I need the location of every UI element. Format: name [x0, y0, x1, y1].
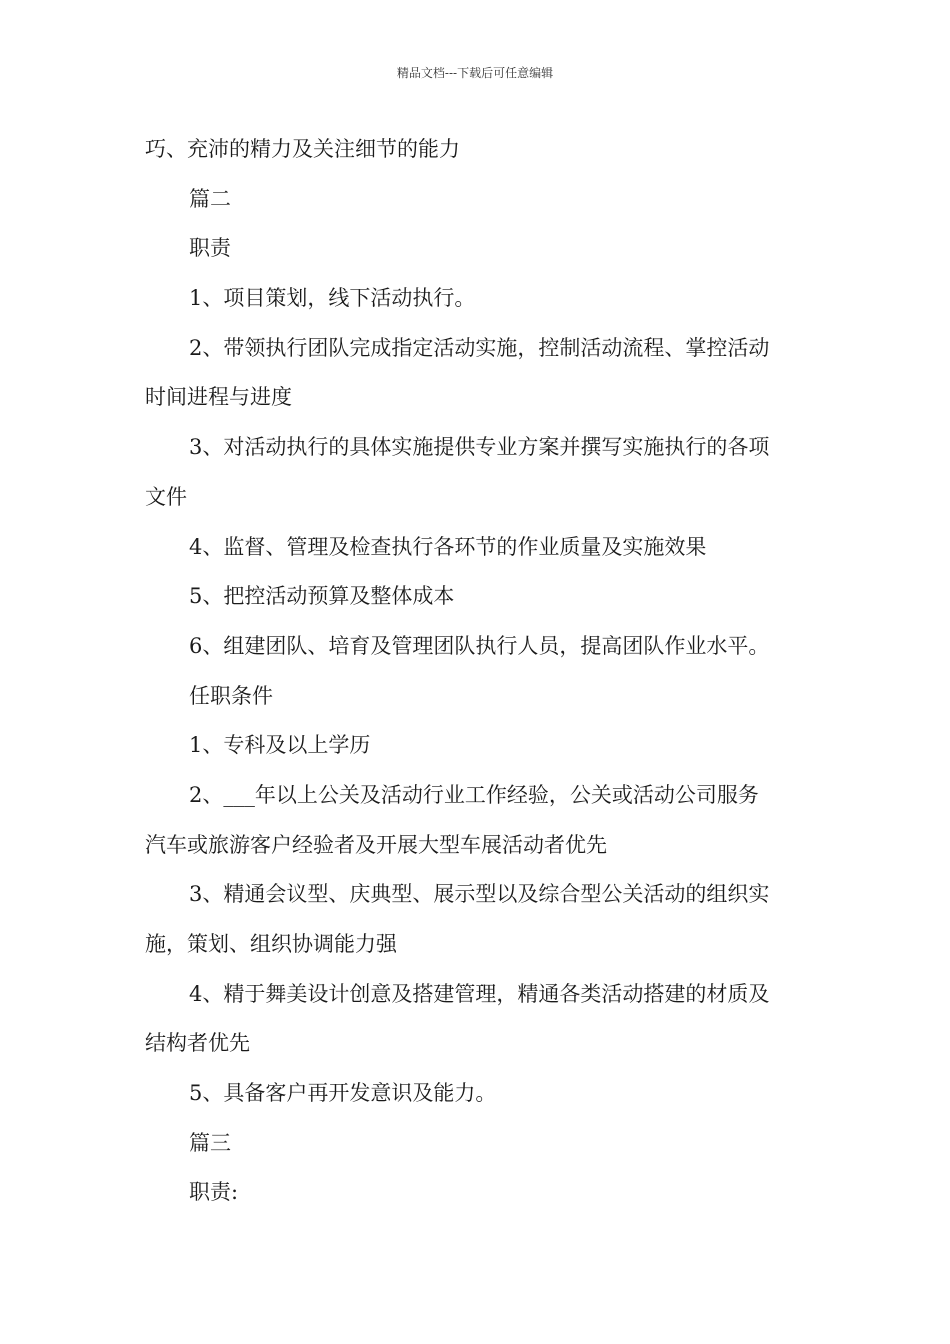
list-item: 2、带领执行团队完成指定活动实施，控制活动流程、掌控活动 [189, 335, 770, 360]
list-item-continuation: 施，策划、组织协调能力强 [145, 932, 397, 956]
subsection-heading: 职责: [189, 1180, 239, 1205]
section-heading: 篇二 [189, 186, 231, 211]
list-item-continuation: 文件 [145, 484, 187, 509]
list-item-continuation: 汽车或旅游客户经验者及开展大型车展活动者优先 [145, 832, 607, 857]
list-item: 6、组建团队、培育及管理团队执行人员，提高团队作业水平。 [189, 633, 770, 658]
list-item: 5、具备客户再开发意识及能力。 [189, 1081, 497, 1106]
list-item-continuation: 结构者优先 [145, 1031, 250, 1056]
list-item: 4、精于舞美设计创意及搭建管理，精通各类活动搭建的材质及 [189, 981, 770, 1006]
section-heading: 篇三 [189, 1130, 231, 1155]
subsection-heading: 职责 [189, 236, 231, 261]
list-item: 3、精通会议型、庆典型、展示型以及综合型公关活动的组织实 [189, 882, 770, 907]
list-item: 3、对活动执行的具体实施提供专业方案并撰写实施执行的各项 [189, 435, 770, 460]
list-item: 1、项目策划，线下活动执行。 [189, 286, 476, 311]
list-item: 2、___年以上公关及活动行业工作经验，公关或活动公司服务 [189, 782, 759, 807]
list-item: 4、监督、管理及检查执行各环节的作业质量及实施效果 [189, 534, 707, 559]
list-item: 1、专科及以上学历 [189, 733, 371, 758]
list-item-continuation: 时间进程与进度 [145, 385, 292, 410]
document-body [145, 125, 810, 1218]
paragraph-line: 巧、充沛的精力及关注细节的能力 [145, 137, 460, 161]
list-item: 5、把控活动预算及整体成本 [189, 584, 455, 609]
subsection-heading: 任职条件 [189, 683, 273, 708]
page-header: 精品文档---下载后可任意编辑 [396, 66, 554, 80]
